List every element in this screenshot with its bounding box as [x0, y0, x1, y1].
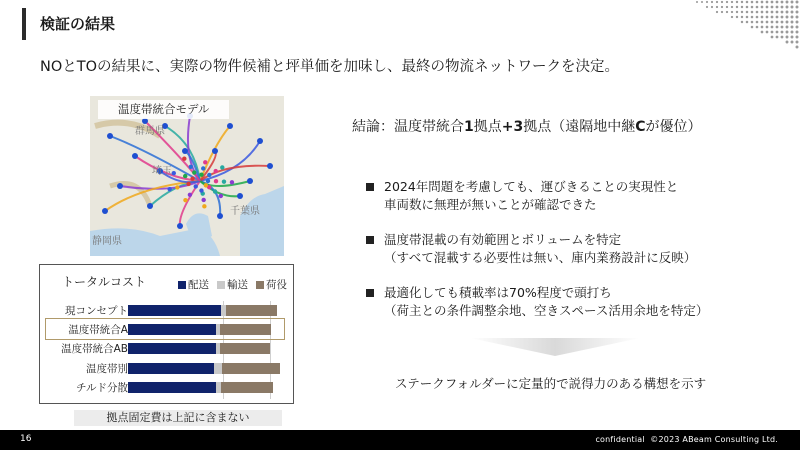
- finding-line-1: 最適化しても積載率は70%程度で頭打ち: [384, 285, 612, 300]
- page-number: 16: [20, 434, 32, 444]
- lead-text: NOとTOの結果に、実際の物件候補と坪単価を加味し、最終の物流ネットワークを決定。: [40, 59, 620, 75]
- cost-row-label: 温度帯別: [86, 362, 128, 375]
- network-map: [90, 96, 284, 256]
- page-title: 検証の結果: [40, 15, 116, 33]
- conclusion-suffix: が優位）: [645, 119, 702, 135]
- footer-company: ©2023 ABeam Consulting Ltd.: [650, 435, 778, 444]
- title-accent-bar: [22, 8, 26, 40]
- cost-rows: [40, 301, 293, 397]
- finding-item: [366, 231, 786, 267]
- legend-swatch-handling: [256, 281, 264, 289]
- legend-label-handling: 荷役: [266, 279, 287, 291]
- cost-row-label: 温度帯統合AB: [61, 343, 128, 356]
- cost-row-bar: [128, 343, 270, 354]
- finding-line-2: 車両数に無理が無いことが確認できた: [384, 197, 597, 212]
- legend-item-transport: [217, 277, 248, 292]
- cost-legend: [178, 277, 287, 292]
- map-place-gunma: 群馬県: [135, 126, 165, 137]
- total-cost-panel: [39, 264, 294, 404]
- cost-row: [40, 339, 293, 358]
- cost-row-label: 現コンセプト: [65, 305, 128, 317]
- cost-chart-title: トータルコスト: [62, 275, 147, 289]
- legend-item-delivery: [178, 277, 209, 292]
- legend-swatch-delivery: [178, 281, 186, 289]
- fixed-cost-note: 拠点固定費は上記に含まない: [74, 410, 282, 426]
- footer-copyright: [595, 435, 778, 444]
- finding-line-2: （すべて混載する必要性は無い、庫内業務設計に反映）: [384, 250, 697, 265]
- bar-segment-handling: [222, 363, 280, 374]
- dot-pattern-decoration: [670, 0, 800, 50]
- finding-line-2: （荷主との条件調整余地、空きスペース活用余地を特定）: [384, 303, 709, 318]
- summary-text: ステークフォルダーに定量的で説得力のある構想を示す: [395, 376, 707, 391]
- conclusion-bold-2: +3: [501, 119, 524, 135]
- legend-swatch-transport: [217, 281, 225, 289]
- bullet-square-icon: [366, 183, 374, 191]
- bar-segment-delivery: [128, 305, 221, 316]
- bar-segment-handling: [221, 382, 273, 393]
- conclusion-bold-3: C: [635, 119, 646, 135]
- bar-segment-delivery: [128, 343, 216, 354]
- finding-line-1: 2024年問題を考慮しても、運びきることの実現性と: [384, 179, 679, 194]
- bullet-square-icon: [366, 236, 374, 244]
- cost-row: [40, 359, 293, 378]
- bar-segment-transport: [214, 363, 222, 374]
- cost-row-bar: [128, 305, 277, 316]
- conclusion-bold-1: 1: [464, 119, 474, 135]
- cost-row-bar: [128, 363, 280, 374]
- map-place-saitama: 埼玉: [152, 166, 172, 177]
- highlighted-row-frame: [45, 318, 285, 340]
- bar-segment-handling: [226, 305, 277, 316]
- bar-segment-handling: [220, 343, 270, 354]
- cost-row-label: チルド分散: [76, 381, 128, 394]
- cost-row: [40, 378, 293, 397]
- conclusion-mid-1: 拠点: [473, 119, 502, 135]
- legend-label-delivery: 配送: [188, 279, 209, 291]
- footer-confidential: confidential: [595, 435, 645, 444]
- legend-label-transport: 輸送: [227, 279, 248, 291]
- cost-row-label: 温度帯統合A: [68, 324, 128, 337]
- legend-item-handling: [256, 277, 287, 292]
- down-arrow-icon: [470, 338, 640, 358]
- bar-segment-delivery: [128, 382, 216, 393]
- conclusion-mid-2: 拠点（遠隔地中継: [523, 119, 636, 135]
- map-label: 温度帯統合モデル: [98, 100, 229, 119]
- map-place-chiba: 千葉県: [230, 206, 260, 217]
- findings-list: [366, 178, 786, 337]
- finding-line-1: 温度帯混載の有効範囲とボリュームを特定: [384, 232, 622, 247]
- cost-row-bar: [128, 382, 273, 393]
- footer-bar: [0, 430, 800, 450]
- map-place-shizuoka: 静岡県: [92, 236, 122, 247]
- map-image: [90, 96, 284, 256]
- bar-segment-delivery: [128, 363, 214, 374]
- conclusion-prefix: 結論：温度帯統合: [352, 119, 464, 135]
- finding-item: [366, 178, 786, 214]
- finding-item: [366, 284, 786, 320]
- bullet-square-icon: [366, 289, 374, 297]
- conclusion-text: [352, 116, 702, 136]
